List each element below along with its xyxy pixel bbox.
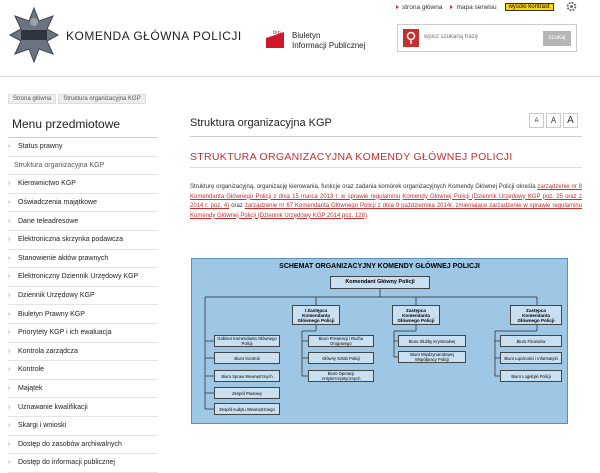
sidebar-item[interactable] — [8, 231, 158, 250]
sidebar-item-label: Elektroniczna skrzynka podawcza — [18, 236, 124, 244]
sidebar-item[interactable] — [8, 175, 158, 194]
sidebar-item[interactable] — [8, 157, 158, 176]
deputy-box-2[interactable]: Zastępca Komendanta Głównego Policji — [392, 305, 440, 325]
high-contrast-button[interactable]: wysoki kontrast — [505, 3, 554, 11]
page-title: Struktura organizacyjna KGP — [190, 117, 582, 137]
org-unit-box[interactable]: Zespół Audytu Wewnętrznego — [214, 403, 280, 415]
sidebar-item[interactable] — [8, 436, 158, 455]
search-box — [397, 24, 577, 52]
org-unit-box[interactable]: Gabinet Komendanta Głównego Policji — [214, 335, 280, 347]
sidebar-item-label: Status prawny — [18, 143, 63, 151]
org-chart-title: SCHEMAT ORGANIZACYJNY KOMENDY GŁÓWNEJ POLICJI — [279, 263, 480, 270]
sidebar — [8, 117, 158, 473]
para-text-3: . — [366, 212, 369, 219]
arrow-icon — [396, 5, 399, 9]
font-size-controls — [527, 113, 578, 128]
chevron-right-icon: › — [8, 180, 11, 188]
sidebar-item[interactable] — [8, 361, 158, 380]
org-unit-box[interactable]: Główny Sztab Policji — [308, 352, 374, 364]
font-small-button[interactable]: A — [529, 113, 544, 128]
sidebar-item[interactable] — [8, 212, 158, 231]
chief-commander-box[interactable]: Komendant Główny Policji — [330, 276, 430, 289]
chevron-right-icon: › — [8, 199, 11, 207]
sidebar-menu — [8, 138, 158, 473]
sidebar-item-label: Oświadczenia majątkowe — [18, 199, 97, 207]
org-unit-box[interactable]: Zespół Prasowy — [214, 387, 280, 399]
chevron-right-icon: › — [8, 385, 11, 393]
breadcrumb-current[interactable]: Struktura organizacyjna KGP — [58, 94, 145, 104]
main-content — [190, 115, 583, 219]
org-unit-box[interactable]: Biuro Finansów — [500, 335, 562, 347]
bip-flag-icon[interactable] — [264, 28, 286, 50]
para-text-1: Strukturę organizacyjną, organizację kierowania, funkcje oraz zadania komórek organizacyjnych Komendy Głównej Policji określa — [190, 184, 538, 190]
topnav-sitemap-link[interactable] — [450, 4, 496, 11]
chevron-right-icon: › — [8, 292, 11, 300]
chevron-right-icon: › — [8, 236, 11, 244]
heading-divider — [190, 167, 582, 168]
chevron-right-icon: › — [8, 273, 11, 281]
chevron-right-icon: › — [8, 310, 11, 318]
regulation-link-1[interactable]: zarządzenie nr 8 Komendanta Głównego Policji z dnia 15 marca 2013 r. w sprawie regulaminu — [190, 184, 583, 200]
sidebar-item-label: Kierownictwo KGP — [18, 180, 76, 188]
header-divider — [0, 76, 600, 77]
org-name[interactable]: KOMENDA GŁÓWNA POLICJI — [66, 29, 242, 43]
breadcrumb-home[interactable]: Strona główna — [8, 94, 56, 104]
chevron-right-icon: › — [8, 217, 11, 225]
page-header — [0, 0, 600, 72]
sidebar-item-label: Elektroniczny Dziennik Urzędowy KGP — [18, 273, 139, 281]
sidebar-item-label: Dziennik Urzędowy KGP — [18, 292, 95, 300]
topnav-sitemap-label: mapa serwisu — [456, 3, 497, 11]
para-text-2: oraz — [229, 203, 245, 209]
first-deputy-box[interactable]: I Zastępca Komendanta Głównego Policji — [292, 305, 340, 325]
sidebar-item[interactable] — [8, 305, 158, 324]
search-input[interactable] — [424, 34, 534, 40]
sidebar-item[interactable] — [8, 250, 158, 269]
sidebar-item[interactable] — [8, 380, 158, 399]
regulation-link-3[interactable]: zarządzenie nr 67 Komendanta Głównego Policji z dnia 9 października 2014r. zmieniające zarządzenie w sprawie regulaminu Komendy Głównej Policji (Dziennik Urzędowy KGP 2014 poz. 128) — [190, 203, 583, 219]
bip-badge-text: bip — [273, 30, 281, 36]
police-star-logo-icon[interactable] — [8, 6, 60, 64]
sidebar-item-label: Skargi i wnioski — [18, 422, 67, 430]
chevron-right-icon: › — [8, 347, 11, 355]
chevron-right-icon: › — [8, 440, 11, 448]
font-medium-button[interactable]: A — [546, 113, 561, 128]
font-large-button[interactable]: A — [563, 113, 578, 128]
org-unit-box[interactable]: Biuro Logistyki Policji — [500, 370, 562, 382]
sidebar-title: Menu przedmiotowe — [8, 117, 158, 138]
sidebar-item[interactable] — [8, 287, 158, 306]
gear-icon[interactable] — [566, 1, 577, 12]
breadcrumb — [8, 94, 148, 104]
arrow-icon — [450, 5, 453, 9]
bip-line2: Informacji Publicznej — [292, 41, 366, 50]
top-navigation — [396, 3, 554, 11]
topnav-home-label: strona główna — [402, 3, 443, 11]
sidebar-item-label: Stanowienie aktów prawnych — [18, 254, 109, 262]
chevron-right-icon: › — [8, 403, 11, 411]
chevron-right-icon: › — [8, 254, 11, 262]
org-unit-box[interactable]: Biuro Kontroli — [214, 352, 280, 364]
sidebar-item[interactable] — [8, 398, 158, 417]
sidebar-item-label: Priorytety KGP i ich ewaluacja — [18, 329, 112, 337]
sidebar-item[interactable] — [8, 324, 158, 343]
chevron-right-icon: › — [8, 459, 11, 467]
sidebar-item-label: Dane teleadresowe — [18, 217, 79, 225]
deputy-box-3[interactable]: Zastępca Komendanta Głównego Policji — [510, 305, 562, 325]
search-icon — [403, 29, 419, 47]
org-unit-box[interactable]: Biuro Spraw Wewnętrznych — [214, 370, 280, 382]
sidebar-item-label: Uznawanie kwalifikacji — [18, 403, 88, 411]
sidebar-item[interactable] — [8, 454, 158, 473]
org-chart-diagram[interactable] — [191, 258, 568, 424]
sidebar-item[interactable] — [8, 343, 158, 362]
intro-paragraph — [190, 183, 582, 221]
org-unit-box[interactable]: Biuro Operacji Antyterrorystycznych — [308, 370, 374, 382]
topnav-home-link[interactable] — [396, 4, 442, 11]
sidebar-item-label: Struktura organizacyjna KGP — [14, 161, 105, 169]
sidebar-item[interactable] — [8, 138, 158, 157]
chevron-right-icon: › — [8, 143, 11, 151]
sidebar-item-label: Dostęp do zasobów archiwalnych — [18, 440, 122, 448]
chevron-right-icon: › — [8, 366, 11, 374]
chevron-right-icon: › — [8, 422, 11, 430]
org-unit-box[interactable]: Biuro Prewencji i Ruchu Drogowego — [308, 335, 374, 347]
chevron-right-icon: › — [8, 329, 11, 337]
bip-line1: Biuletyn — [292, 31, 321, 40]
search-button[interactable]: szukaj — [543, 31, 571, 46]
sidebar-item[interactable] — [8, 194, 158, 213]
sidebar-item-label: Kontrole — [18, 366, 45, 374]
sidebar-item[interactable] — [8, 417, 158, 436]
org-unit-box[interactable]: Biuro Łączności i Informatyki — [500, 352, 562, 364]
sidebar-item-label: Biuletyn Prawny KGP — [18, 310, 85, 318]
sidebar-item-label: Kontrola zarządcza — [18, 347, 78, 355]
sidebar-item[interactable] — [8, 268, 158, 287]
sidebar-item-label: Dostęp do informacji publicznej — [18, 459, 115, 467]
org-unit-box[interactable]: Biuro Międzynarodowej Współpracy Policji — [398, 351, 466, 363]
org-unit-box[interactable]: Biuro Służby Kryminalnej — [398, 335, 466, 347]
bip-label[interactable] — [292, 31, 365, 51]
section-heading: STRUKTURA ORGANIZACYJNA KOMENDY GŁÓWNEJ POLICJI — [190, 151, 513, 163]
regulation-link-2[interactable]: Komendy Głównej Policji (Dziennik Urzędowy KGP poz. 25 oraz z 2014 r. poz. 4) — [190, 193, 582, 209]
sidebar-item-label: Majątek — [18, 385, 43, 393]
